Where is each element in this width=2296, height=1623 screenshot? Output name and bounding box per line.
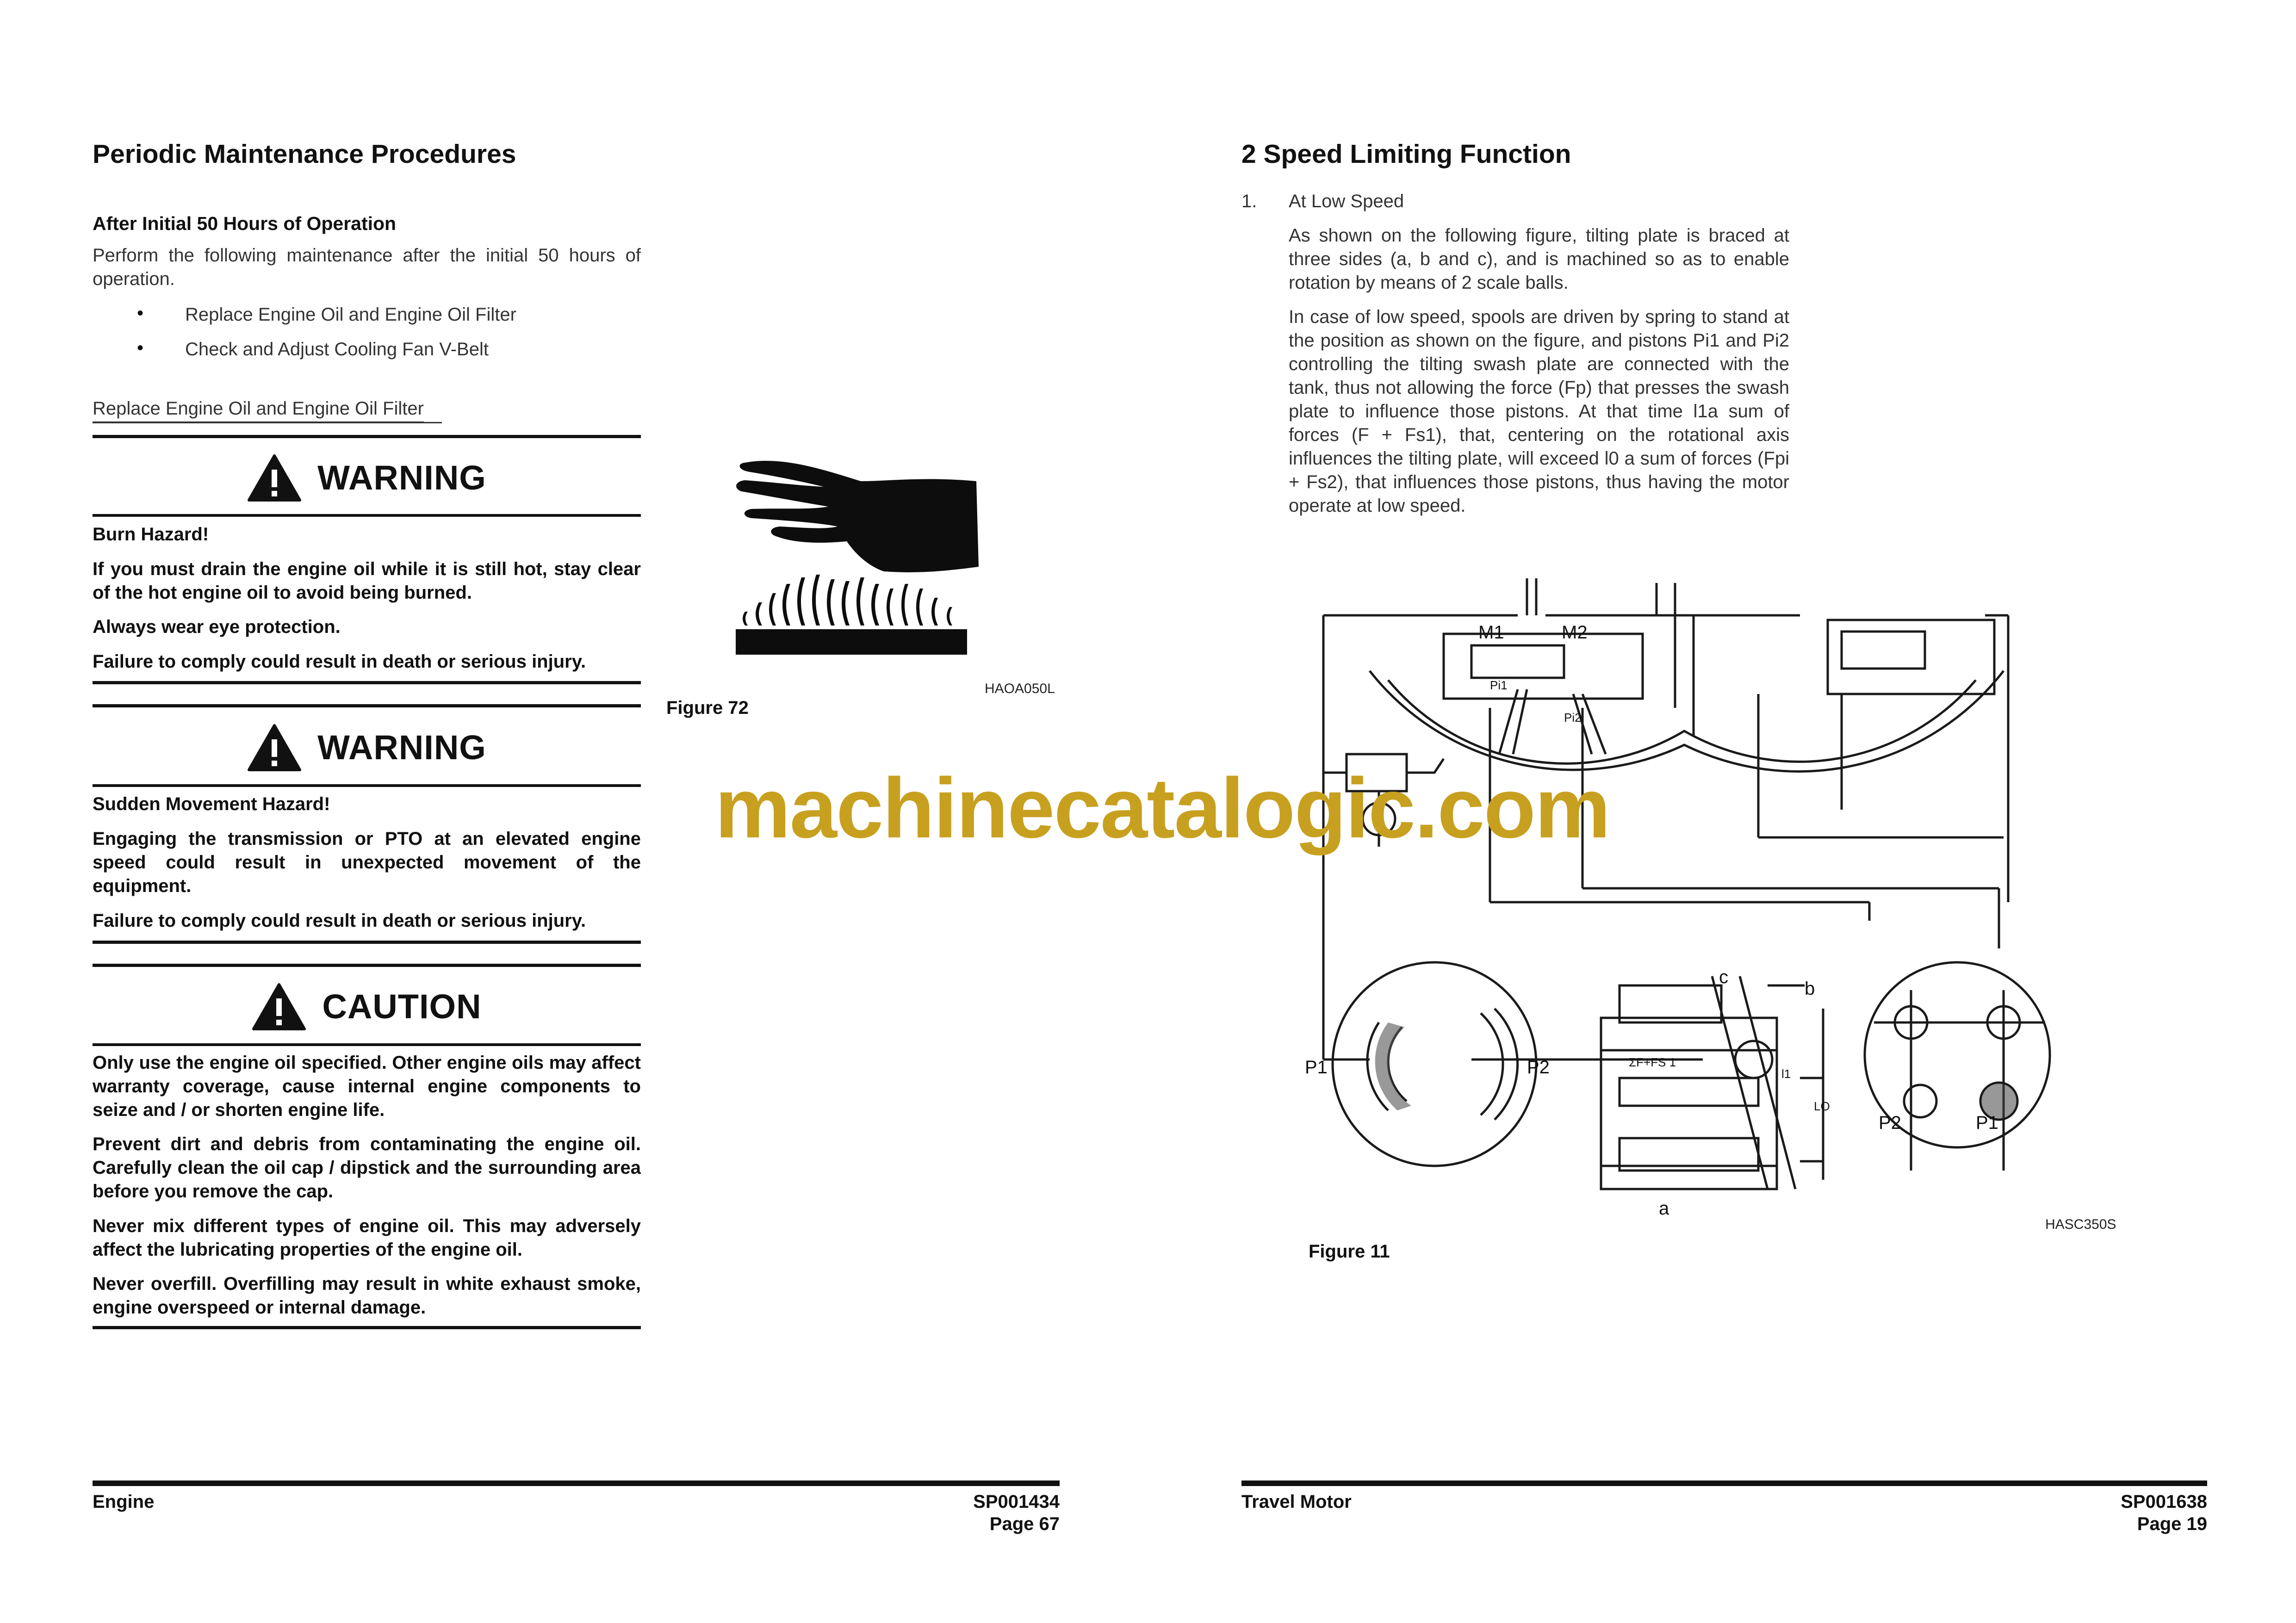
procedure-link[interactable]: Replace Engine Oil and Engine Oil Filter <box>93 397 424 423</box>
label-p2-right: P2 <box>1879 1113 1901 1133</box>
figure72-code: HAOA050L <box>985 681 1055 696</box>
caution-line-1: Only use the engine oil specified. Other engine oils may affect warranty coverage, cause internal engine components to seize and / or shorten engine life. <box>93 1053 641 1120</box>
warning-triangle-icon <box>247 724 302 772</box>
list-number: 1. <box>1241 191 1257 211</box>
right-footer-section: Travel Motor <box>1241 1492 1352 1512</box>
left-footer-section: Engine <box>93 1492 155 1512</box>
label-a: a <box>1659 1198 1669 1219</box>
label-p2-left: P2 <box>1527 1057 1550 1078</box>
right-footer-rule <box>1241 1481 2207 1486</box>
caution-top-rule <box>93 964 641 967</box>
warning1-line-4: Failure to comply could result in death or serious injury. <box>93 651 586 672</box>
label-p1-right: P1 <box>1976 1113 1998 1133</box>
hot-surface-hand-icon <box>731 444 990 685</box>
label-force: ΣF+FS 1 <box>1629 1055 1676 1069</box>
label-pi2: Pi2 <box>1564 711 1582 725</box>
warning-triangle-icon <box>247 454 302 502</box>
warning1-label: WARNING <box>317 458 486 497</box>
warning2-bottom-rule <box>93 941 641 944</box>
warning1-mid-rule <box>93 514 641 517</box>
warning2-line-2: Engaging the transmission or PTO at an elevated engine speed could result in unexpected movement of the equipment. <box>93 829 641 896</box>
figure11-code: HASC350S <box>2045 1217 2116 1232</box>
warning2-banner <box>93 721 641 774</box>
site-watermark: machinecatalogic.com <box>715 760 1610 855</box>
warning2-line-1: Sudden Movement Hazard! <box>93 794 330 814</box>
caution-triangle-icon <box>252 983 306 1031</box>
caution-line-4: Never overfill. Overfilling may result in white exhaust smoke, engine overspeed or internal damage. <box>93 1274 641 1318</box>
left-subheading: After Initial 50 Hours of Operation <box>93 213 397 234</box>
warning2-label: WARNING <box>317 728 486 767</box>
bullet-dot: • <box>137 338 144 358</box>
left-page-title: Periodic Maintenance Procedures <box>93 139 516 169</box>
label-b: b <box>1805 979 1815 999</box>
left-footer-doc: SP001434 <box>973 1492 1060 1512</box>
bullet-item-2: Check and Adjust Cooling Fan V-Belt <box>185 339 489 359</box>
right-para-2: In case of low speed, spools are driven by spring to stand at the position as shown on the figure, and pistons Pi1 and Pi2 controlling the tilting swash plate are connected with the tank, thus not allowing the force (Fp) that presses the swash plate to influence those pistons. At that time l1a sum of forces (F + Fs1), that, centering on the rotational axis influences the tilting plate, will exceed l0 a sum of forces (Fpi + Fs2), that influences those pistons, thus having the motor operate at low speed. <box>1289 307 1789 516</box>
travel-motor-schematic <box>1296 569 2091 1263</box>
label-l0: LO <box>1814 1099 1830 1113</box>
label-p1-left: P1 <box>1305 1057 1328 1078</box>
caution-bottom-rule <box>93 1326 641 1329</box>
label-pi1: Pi1 <box>1490 678 1508 692</box>
warning2-top-rule <box>93 704 641 707</box>
warning1-line-3: Always wear eye protection. <box>93 617 341 637</box>
right-para-1: As shown on the following figure, tilting plate is braced at three sides (a, b and c), and is machined so as to enable rotation by means of 2 scale balls. <box>1289 225 1789 293</box>
warning1-line-2: If you must drain the engine oil while it is still hot, stay clear of the hot engine oil to avoid being burned. <box>93 559 641 603</box>
warning1-banner <box>93 451 641 504</box>
warning2-mid-rule <box>93 784 641 787</box>
list-item-title: At Low Speed <box>1289 191 1404 211</box>
right-footer-doc: SP001638 <box>2121 1492 2207 1512</box>
figure72-caption: Figure 72 <box>666 698 749 718</box>
label-l1: l1 <box>1781 1067 1791 1081</box>
caution-line-3: Never mix different types of engine oil. This may adversely affect the lubricating properties of the engine oil. <box>93 1216 641 1260</box>
bullet-dot: • <box>137 303 144 323</box>
caution-mid-rule <box>93 1043 641 1046</box>
bullet-item-1: Replace Engine Oil and Engine Oil Filter <box>185 304 516 325</box>
label-m2: M2 <box>1562 622 1588 643</box>
right-page-title: 2 Speed Limiting Function <box>1241 139 1571 169</box>
caution-line-2: Prevent dirt and debris from contaminating the engine oil. Carefully clean the oil cap / dipstick and the surrounding area before you remove the cap. <box>93 1134 641 1202</box>
label-c: c <box>1719 967 1728 987</box>
figure11-caption: Figure 11 <box>1309 1241 1390 1262</box>
warning1-bottom-rule <box>93 681 641 684</box>
link-underline-2 <box>93 422 442 423</box>
left-footer-rule <box>93 1481 1060 1486</box>
warning1-top-rule <box>93 435 641 438</box>
caution-banner <box>93 980 641 1033</box>
warning2-line-3: Failure to comply could result in death or serious injury. <box>93 911 586 931</box>
caution-label: CAUTION <box>322 987 482 1026</box>
label-m1: M1 <box>1478 622 1504 643</box>
left-intro: Perform the following maintenance after the initial 50 hours of operation. <box>93 245 641 289</box>
right-footer-page: Page 19 <box>2137 1514 2207 1534</box>
warning1-line-1: Burn Hazard! <box>93 524 209 545</box>
left-footer-page: Page 67 <box>989 1514 1060 1534</box>
